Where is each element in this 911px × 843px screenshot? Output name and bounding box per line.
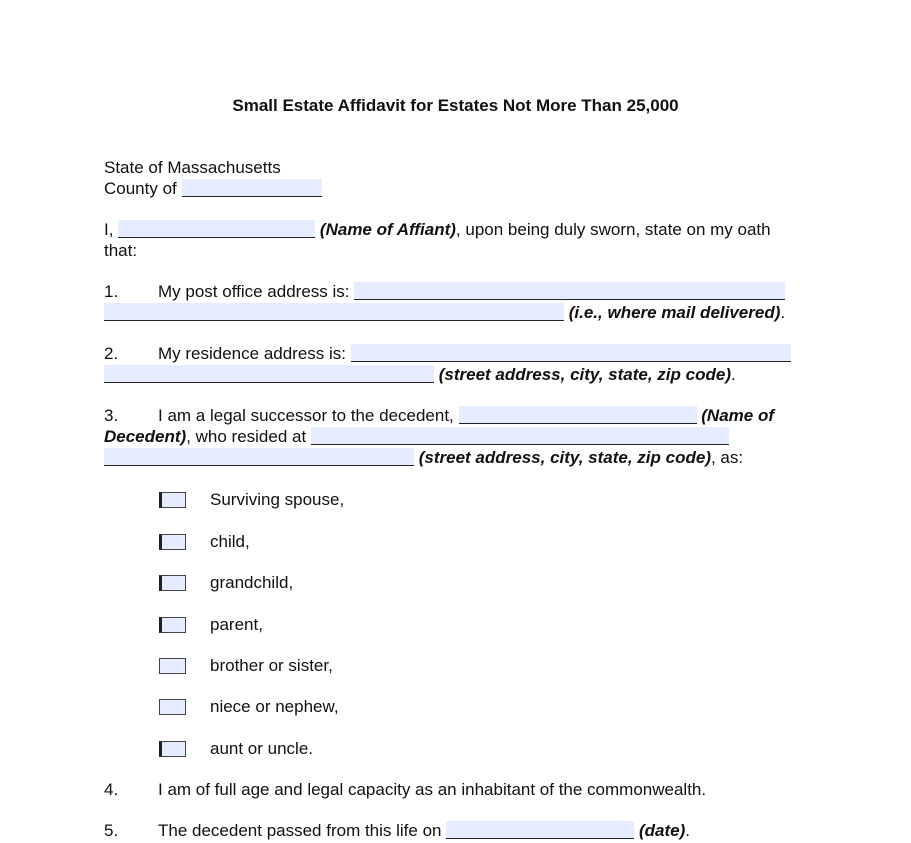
grandchild-checkbox[interactable]	[159, 575, 186, 591]
relation-row-sibling	[159, 656, 333, 676]
item3-line	[104, 406, 774, 426]
relation-row-parent	[159, 615, 263, 635]
relation-row-niece-nephew	[159, 697, 339, 717]
county-label: County of	[104, 179, 177, 198]
item5-line	[104, 821, 690, 841]
item5-number: 5.	[104, 821, 119, 840]
item3-line3	[104, 448, 743, 468]
item3-as: , as:	[710, 448, 744, 467]
item2-number: 2.	[104, 344, 119, 363]
item1-line	[104, 282, 785, 302]
date-of-death-field[interactable]	[446, 821, 634, 839]
item3-hint-addr: (street address, city, state, zip code)	[418, 448, 711, 467]
item2-end: .	[730, 365, 736, 384]
relation-label: parent,	[210, 615, 263, 634]
affiant-name-field[interactable]	[118, 220, 315, 238]
item2-line	[104, 344, 791, 364]
item1-line2	[104, 303, 785, 323]
spouse-checkbox[interactable]	[159, 492, 186, 508]
item4-text: I am of full age and legal capacity as an inhabitant of the commonwealth.	[158, 780, 707, 799]
residence-address-field-1[interactable]	[351, 344, 791, 362]
relation-label: child,	[210, 532, 250, 551]
item1-text: My post office address is:	[158, 282, 350, 301]
item5-text: The decedent passed from this life on	[158, 821, 442, 840]
decedent-address-field-2[interactable]	[104, 448, 414, 466]
relation-row-child	[159, 532, 250, 552]
state-line: State of Massachusetts	[104, 158, 281, 177]
decedent-address-field-1[interactable]	[311, 427, 729, 445]
intro-line	[104, 220, 771, 240]
item5-end: .	[685, 821, 690, 840]
parent-checkbox[interactable]	[159, 617, 186, 633]
residence-address-field-2[interactable]	[104, 365, 434, 383]
child-checkbox[interactable]	[159, 534, 186, 550]
intro-prefix: I,	[104, 220, 114, 239]
post-office-address-field-1[interactable]	[354, 282, 785, 300]
item1-number: 1.	[104, 282, 119, 301]
relation-label: niece or nephew,	[210, 697, 339, 716]
item3-text: I am a legal successor to the decedent,	[158, 406, 454, 425]
sibling-checkbox[interactable]	[159, 658, 186, 674]
item4-number: 4.	[104, 780, 119, 799]
item2-text: My residence address is:	[158, 344, 347, 363]
item2-line2	[104, 365, 736, 385]
county-field[interactable]	[182, 179, 322, 197]
relation-label: Surviving spouse,	[210, 490, 345, 509]
sworn-text: , upon being duly sworn, state on my oath	[455, 220, 771, 239]
item2-hint: (street address, city, state, zip code)	[438, 365, 731, 384]
relation-row-grandchild	[159, 573, 293, 593]
item4-line	[104, 780, 706, 800]
item3-resided: , who resided at	[186, 427, 307, 446]
item3-number: 3.	[104, 406, 119, 425]
intro-that: that:	[104, 241, 138, 260]
post-office-address-field-2[interactable]	[104, 303, 564, 321]
county-line	[104, 179, 322, 199]
item1-end: .	[780, 303, 786, 322]
document-title: Small Estate Affidavit for Estates Not More Than 25,000	[232, 96, 679, 115]
item3-hint-b: Decedent)	[104, 427, 187, 446]
niece-nephew-checkbox[interactable]	[159, 699, 186, 715]
item3-hint-a: (Name of	[701, 406, 774, 425]
affiant-hint: (Name of Affiant)	[319, 220, 456, 239]
relation-label: grandchild,	[210, 573, 294, 592]
item5-hint: (date)	[638, 821, 686, 840]
aunt-uncle-checkbox[interactable]	[159, 741, 186, 757]
relation-label: brother or sister,	[210, 656, 333, 675]
relation-row-aunt-uncle	[159, 739, 313, 759]
decedent-name-field[interactable]	[459, 406, 697, 424]
relation-row-spouse	[159, 490, 344, 510]
relation-label: aunt or uncle.	[210, 739, 314, 758]
item1-hint: (i.e., where mail delivered)	[568, 303, 781, 322]
item3-line2	[104, 427, 729, 447]
